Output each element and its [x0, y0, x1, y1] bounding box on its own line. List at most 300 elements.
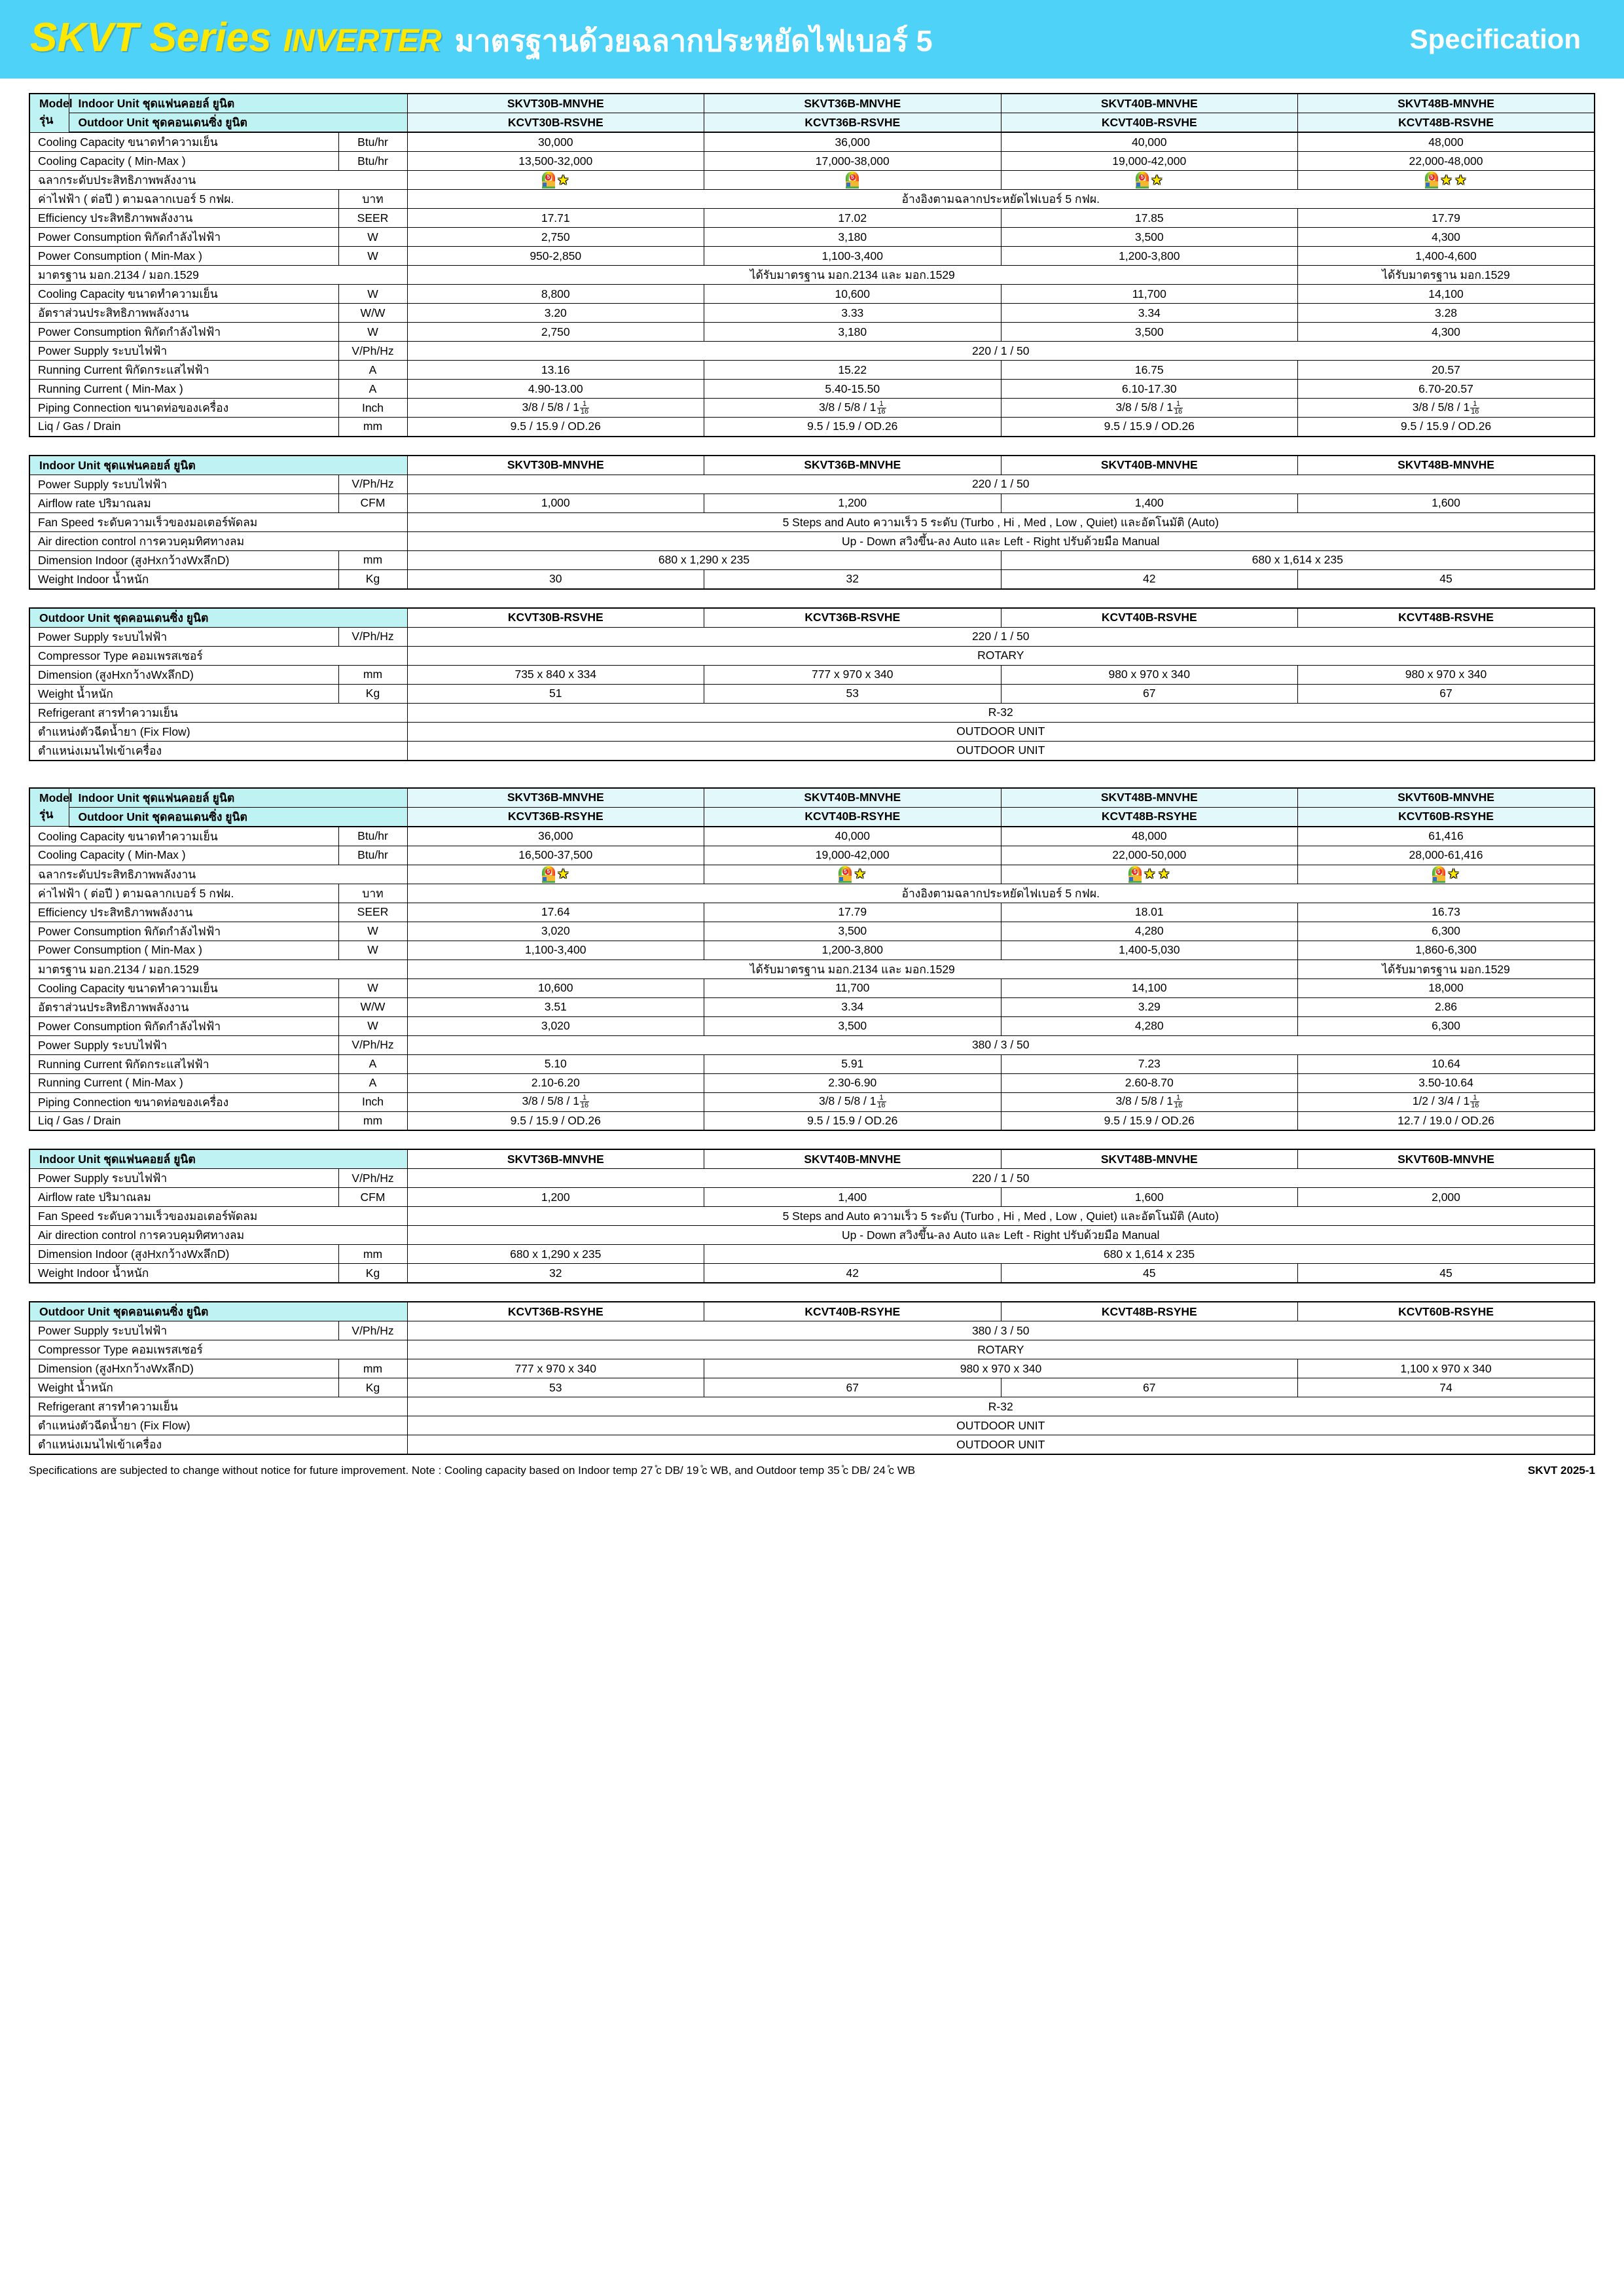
t2-indoor-model-3: SKVT48B-MNVHE: [1001, 788, 1298, 808]
star-icon: ★: [556, 867, 569, 882]
t1-efficiency-2: 17.02: [704, 209, 1001, 228]
t2-efficiency-1: 17.64: [407, 903, 704, 922]
unit-ww: W/W: [338, 304, 407, 323]
t1-dim-indoor-b: 680 x 1,614 x 235: [1001, 550, 1595, 569]
t1-airflow-1: 1,000: [407, 493, 704, 512]
table-row: [29, 228, 1595, 247]
table-row: [29, 1416, 1595, 1435]
t1-pc-minmax-3: 1,200-3,800: [1001, 247, 1298, 266]
table-row: [29, 493, 1595, 512]
t1-cc-w-3: 11,700: [1001, 285, 1298, 304]
unit-cfm: CFM: [338, 493, 407, 512]
row-label-fix-flow: ตำแหน่งตัวฉีดน้ำยา (Fix Flow): [29, 722, 407, 741]
page-footer: [0, 1455, 1624, 1477]
t1-eer-4: 3.28: [1298, 304, 1595, 323]
specification-label: Specification: [1409, 24, 1581, 54]
energy-label-badge: [412, 171, 700, 189]
unit-w: W: [338, 285, 407, 304]
table-row: [29, 1359, 1595, 1378]
table-row: [29, 323, 1595, 342]
t1-airflow-2: 1,200: [704, 493, 1001, 512]
row-label-fan-speed: Fan Speed ระดับความเร็วของมอเตอร์พัดลม: [29, 1207, 407, 1226]
fraction-sixteenth: $\frac{1}{16}$: [877, 399, 886, 416]
row-label-cooling-capacity: Cooling Capacity ขนาดทำความเย็น: [29, 132, 338, 152]
fraction-sixteenth: $\frac{1}{16}$: [1174, 399, 1183, 416]
t1-rc-3: 16.75: [1001, 361, 1298, 380]
table-row: [29, 1073, 1595, 1092]
table-row: [29, 1016, 1595, 1035]
energy-label-badge: [1005, 865, 1294, 884]
unit-vphhz: V/Ph/Hz: [338, 627, 407, 646]
t2-rc-minmax-3: 2.60-8.70: [1001, 1073, 1298, 1092]
piping-value: 3/8 / 5/8 / 1 $\frac{1}{16}$: [818, 399, 886, 416]
unit-vphhz: V/Ph/Hz: [338, 1035, 407, 1054]
t1-cooling-capacity-2: 36,000: [704, 132, 1001, 152]
table-row: [29, 684, 1595, 703]
t2-outdoor-model-1: KCVT36B-RSYHE: [407, 807, 704, 827]
t1-sec-outdoor-model-3: KCVT40B-RSVHE: [1001, 608, 1298, 628]
t2-efficiency-4: 16.73: [1298, 903, 1595, 922]
t1-airflow-4: 1,600: [1298, 493, 1595, 512]
t1-pc2-4: 4,300: [1298, 323, 1595, 342]
table-row: [29, 285, 1595, 304]
row-label-power-consumption: Power Consumption พิกัดกำลังไฟฟ้า: [29, 922, 338, 941]
t2-indoor-model-2: SKVT40B-MNVHE: [704, 788, 1001, 808]
t2-pc2-4: 6,300: [1298, 1016, 1595, 1035]
t2-energy-badge-1: [407, 865, 704, 884]
piping-value: 1/2 / 3/4 / 1 $\frac{1}{16}$: [1412, 1094, 1479, 1109]
t2-pc-minmax-3: 1,400-5,030: [1001, 941, 1298, 960]
unit-mm: mm: [338, 1111, 407, 1130]
t2-sec-outdoor-model-1: KCVT36B-RSYHE: [407, 1302, 704, 1321]
t1-cc-minmax-2: 17,000-38,000: [704, 152, 1001, 171]
table-row: [29, 456, 1595, 475]
table-row: [29, 399, 1595, 418]
energy-rating-icon: 5: [542, 866, 555, 883]
piping-value: 3/8 / 5/8 / 1 $\frac{1}{16}$: [522, 1094, 589, 1109]
banner-title: [30, 14, 933, 64]
table-row: [29, 190, 1595, 209]
table-row: [29, 1245, 1595, 1264]
t1-lgd-4: 9.5 / 15.9 / OD.26: [1298, 418, 1595, 437]
row-label-power-consumption-2: Power Consumption พิกัดกำลังไฟฟ้า: [29, 1016, 338, 1035]
t2-outdoor-model-3: KCVT48B-RSYHE: [1001, 807, 1298, 827]
t1-do-1: 735 x 840 x 334: [407, 665, 704, 684]
row-label-dim-indoor: Dimension Indoor (สูงHxกว้างWxลึกD): [29, 1245, 338, 1264]
model-header-label: Model รุ่น: [29, 94, 69, 132]
t2-sec-outdoor-model-4: KCVT60B-RSYHE: [1298, 1302, 1595, 1321]
t1-elec-cost-note: อ้างอิงตามฉลากประหยัดไฟเบอร์ 5 กฟผ.: [407, 190, 1595, 209]
unit-mm: mm: [338, 1359, 407, 1378]
row-label-compressor: Compressor Type คอมเพรสเซอร์: [29, 646, 407, 665]
t2-cooling-capacity-1: 36,000: [407, 827, 704, 846]
table-row: [29, 922, 1595, 941]
t1-cooling-capacity-3: 40,000: [1001, 132, 1298, 152]
outdoor-unit-header: Outdoor Unit ชุดคอนเดนซิ่ง ยูนิต: [69, 113, 407, 133]
row-label-airflow: Airflow rate ปริมาณลม: [29, 493, 338, 512]
unit-vphhz: V/Ph/Hz: [338, 475, 407, 493]
energy-label-badge: [1302, 171, 1590, 189]
table-row: [29, 846, 1595, 865]
row-label-standard: มาตรฐาน มอก.2134 / มอก.1529: [29, 266, 407, 285]
outdoor-unit-header-2: Outdoor Unit ชุดคอนเดนซิ่ง ยูนิต: [69, 807, 407, 827]
t1-outdoor-model-1: KCVT30B-RSVHE: [407, 113, 704, 133]
t2-piping-1: [407, 1092, 704, 1111]
row-label-electricity-cost: ค่าไฟฟ้า ( ต่อปี ) ตามฉลากเบอร์ 5 กฟผ.: [29, 190, 338, 209]
row-label-running-current: Running Current พิกัดกระแสไฟฟ้า: [29, 1054, 338, 1073]
energy-rating-icon: 5: [542, 171, 555, 188]
t2-pc-4: 6,300: [1298, 922, 1595, 941]
t2-cc-minmax-2: 19,000-42,000: [704, 846, 1001, 865]
fraction-sixteenth: $\frac{1}{16}$: [581, 399, 589, 416]
t1-cooling-capacity-1: 30,000: [407, 132, 704, 152]
t1-outdoor-power-supply: 220 / 1 / 50: [407, 627, 1595, 646]
t1-wo-2: 53: [704, 684, 1001, 703]
t1-standard-a: ได้รับมาตรฐาน มอก.2134 และ มอก.1529: [407, 266, 1298, 285]
fraction-sixteenth: $\frac{1}{16}$: [1471, 1094, 1479, 1109]
t2-fan-speed-value: 5 Steps and Auto ความเร็ว 5 ระดับ (Turbo , Hi , Med , Low , Quiet) และอัตโนมัติ (Auto): [407, 1207, 1595, 1226]
t1-rc-minmax-1: 4.90-13.00: [407, 380, 704, 399]
banner-inverter-label: INVERTER: [283, 24, 442, 58]
row-label-cooling-capacity: Cooling Capacity ขนาดทำความเย็น: [29, 827, 338, 846]
star-icon: ★: [1447, 867, 1460, 882]
unit-w: W: [338, 1016, 407, 1035]
unit-kg: Kg: [338, 1264, 407, 1283]
star-icon: ★: [1157, 867, 1170, 882]
piping-value: 3/8 / 5/8 / 1 $\frac{1}{16}$: [1412, 399, 1479, 416]
t1-do-2: 777 x 970 x 340: [704, 665, 1001, 684]
energy-label-badge: [412, 865, 700, 884]
t2-cooling-capacity-4: 61,416: [1298, 827, 1595, 846]
unit-vphhz: V/Ph/Hz: [338, 1169, 407, 1188]
t2-eer-3: 3.29: [1001, 997, 1298, 1016]
t1-cc-minmax-1: 13,500-32,000: [407, 152, 704, 171]
t2-sec-indoor-model-2: SKVT40B-MNVHE: [704, 1149, 1001, 1169]
table-row: [29, 380, 1595, 399]
table-row: [29, 418, 1595, 437]
row-label-cooling-capacity-minmax: Cooling Capacity ( Min-Max ): [29, 152, 338, 171]
unit-a: A: [338, 1054, 407, 1073]
t1-rc-2: 15.22: [704, 361, 1001, 380]
energy-rating-icon: 5: [1128, 866, 1142, 883]
unit-btuhr: Btu/hr: [338, 827, 407, 846]
t2-lgd-1: 9.5 / 15.9 / OD.26: [407, 1111, 704, 1130]
t2-wi-2: 42: [704, 1264, 1001, 1283]
table-row: [29, 1188, 1595, 1207]
t2-do-a: 777 x 970 x 340: [407, 1359, 704, 1378]
t1-piping-3: [1001, 399, 1298, 418]
t1-outdoor-model-4: KCVT48B-RSVHE: [1298, 113, 1595, 133]
banner-series-name: SKVT Series: [30, 15, 272, 60]
table-row: [29, 550, 1595, 569]
star-icon: ★: [556, 172, 569, 188]
t1-pc-minmax-4: 1,400-4,600: [1298, 247, 1595, 266]
t2-fix-flow-value: OUTDOOR UNIT: [407, 1416, 1595, 1435]
t2-pc-minmax-1: 1,100-3,400: [407, 941, 704, 960]
table-row: [29, 1092, 1595, 1111]
t2-rc-minmax-2: 2.30-6.90: [704, 1073, 1001, 1092]
unit-mm: mm: [338, 418, 407, 437]
t2-elec-cost-note: อ้างอิงตามฉลากประหยัดไฟเบอร์ 5 กฟผ.: [407, 884, 1595, 903]
unit-ww: W/W: [338, 997, 407, 1016]
table-row: [29, 266, 1595, 285]
t2-rc-1: 5.10: [407, 1054, 704, 1073]
row-label-running-current-minmax: Running Current ( Min-Max ): [29, 380, 338, 399]
t2-dim-indoor-b: 680 x 1,614 x 235: [704, 1245, 1595, 1264]
t2-pc2-1: 3,020: [407, 1016, 704, 1035]
t1-wo-1: 51: [407, 684, 704, 703]
table-row: [29, 152, 1595, 171]
t1-do-4: 980 x 970 x 340: [1298, 665, 1595, 684]
t2-cc-w-3: 14,100: [1001, 978, 1298, 997]
t2-standard-a: ได้รับมาตรฐาน มอก.2134 และ มอก.1529: [407, 960, 1298, 978]
star-icon: ★: [854, 867, 867, 882]
table-row: [29, 132, 1595, 152]
t2-sec-indoor-model-4: SKVT60B-MNVHE: [1298, 1149, 1595, 1169]
t2-cooling-capacity-3: 48,000: [1001, 827, 1298, 846]
t1-cc-minmax-4: 22,000-48,000: [1298, 152, 1595, 171]
t2-cc-minmax-4: 28,000-61,416: [1298, 846, 1595, 865]
banner-thai-subtitle: มาตรฐานด้วยฉลากประหยัดไฟเบอร์ 5: [454, 24, 933, 58]
row-label-running-current: Running Current พิกัดกระแสไฟฟ้า: [29, 361, 338, 380]
table-row: [29, 788, 1595, 808]
unit-vphhz: V/Ph/Hz: [338, 342, 407, 361]
row-label-power-consumption-minmax: Power Consumption ( Min-Max ): [29, 247, 338, 266]
t2-wi-3: 45: [1001, 1264, 1298, 1283]
table-row: [29, 884, 1595, 903]
t2-lgd-2: 9.5 / 15.9 / OD.26: [704, 1111, 1001, 1130]
unit-vphhz: V/Ph/Hz: [338, 1321, 407, 1340]
unit-btuhr: Btu/hr: [338, 152, 407, 171]
t1-main-power-value: OUTDOOR UNIT: [407, 741, 1595, 761]
row-label-weight-indoor: Weight Indoor น้ำหนัก: [29, 1264, 338, 1283]
t2-sec-indoor-model-1: SKVT36B-MNVHE: [407, 1149, 704, 1169]
t1-cc-w-1: 8,800: [407, 285, 704, 304]
t1-cc-w-4: 14,100: [1298, 285, 1595, 304]
table-row: [29, 1397, 1595, 1416]
row-label-liq-gas-drain: Liq / Gas / Drain: [29, 1111, 338, 1130]
t2-wo-3: 67: [1001, 1378, 1298, 1397]
row-label-fan-speed: Fan Speed ระดับความเร็วของมอเตอร์พัดลม: [29, 512, 407, 531]
t2-wi-1: 32: [407, 1264, 704, 1283]
t1-pc-minmax-2: 1,100-3,400: [704, 247, 1001, 266]
spec-table-1: [29, 93, 1595, 761]
t2-cc-w-2: 11,700: [704, 978, 1001, 997]
star-icon: ★: [1150, 172, 1163, 188]
unit-kg: Kg: [338, 1378, 407, 1397]
t1-pc-4: 4,300: [1298, 228, 1595, 247]
t2-do-c: 1,100 x 970 x 340: [1298, 1359, 1595, 1378]
row-label-cooling-capacity-w: Cooling Capacity ขนาดทำความเย็น: [29, 285, 338, 304]
unit-baht: บาท: [338, 190, 407, 209]
t1-sec-outdoor-model-2: KCVT36B-RSVHE: [704, 608, 1001, 628]
t1-piping-2: [704, 399, 1001, 418]
table-row: [29, 1435, 1595, 1455]
t1-energy-badge-3: [1001, 171, 1298, 190]
t1-sec-outdoor-model-4: KCVT48B-RSVHE: [1298, 608, 1595, 628]
energy-label-badge: [708, 171, 997, 189]
t1-indoor-power-supply: 220 / 1 / 50: [407, 475, 1595, 493]
footer-document-code: SKVT 2025-1: [1528, 1464, 1595, 1477]
table-row: [29, 941, 1595, 960]
table-row: [29, 608, 1595, 628]
row-label-cooling-capacity-minmax: Cooling Capacity ( Min-Max ): [29, 846, 338, 865]
table-row: [29, 361, 1595, 380]
t2-pc-minmax-2: 1,200-3,800: [704, 941, 1001, 960]
row-label-power-consumption-minmax: Power Consumption ( Min-Max ): [29, 941, 338, 960]
t2-pc2-2: 3,500: [704, 1016, 1001, 1035]
unit-mm: mm: [338, 665, 407, 684]
row-label-efficiency: Efficiency ประสิทธิภาพพลังงาน: [29, 209, 338, 228]
t1-indoor-model-2: SKVT36B-MNVHE: [704, 94, 1001, 113]
row-label-energy-label: ฉลากระดับประสิทธิภาพพลังงาน: [29, 865, 407, 884]
unit-w: W: [338, 922, 407, 941]
t2-energy-badge-2: [704, 865, 1001, 884]
unit-a: A: [338, 380, 407, 399]
t2-eer-4: 2.86: [1298, 997, 1595, 1016]
row-label-weight-outdoor: Weight น้ำหนัก: [29, 684, 338, 703]
t2-indoor-model-4: SKVT60B-MNVHE: [1298, 788, 1595, 808]
indoor-unit-header: Indoor Unit ชุดแฟนคอยล์ ยูนิต: [69, 94, 407, 113]
t2-refrigerant-value: R-32: [407, 1397, 1595, 1416]
row-label-outdoor-power-supply: Power Supply ระบบไฟฟ้า: [29, 627, 338, 646]
t2-energy-badge-3: [1001, 865, 1298, 884]
t2-dim-indoor-a: 680 x 1,290 x 235: [407, 1245, 704, 1264]
t1-lgd-2: 9.5 / 15.9 / OD.26: [704, 418, 1001, 437]
table-row: [29, 512, 1595, 531]
t1-wi-3: 42: [1001, 569, 1298, 589]
table-row: [29, 865, 1595, 884]
t2-cooling-capacity-2: 40,000: [704, 827, 1001, 846]
row-label-cooling-capacity-w: Cooling Capacity ขนาดทำความเย็น: [29, 978, 338, 997]
spec-table-2: [29, 787, 1595, 1456]
row-label-piping-connection: Piping Connection ขนาดท่อของเครื่อง: [29, 399, 338, 418]
t1-power-supply: 220 / 1 / 50: [407, 342, 1595, 361]
t1-energy-badge-1: [407, 171, 704, 190]
t2-piping-2: [704, 1092, 1001, 1111]
t2-wo-4: 74: [1298, 1378, 1595, 1397]
t1-pc-1: 2,750: [407, 228, 704, 247]
t1-compressor-value: ROTARY: [407, 646, 1595, 665]
t2-sec-outdoor-model-2: KCVT40B-RSYHE: [704, 1302, 1001, 1321]
row-label-eer-ratio: อัตราส่วนประสิทธิภาพพลังงาน: [29, 997, 338, 1016]
t1-pc2-3: 3,500: [1001, 323, 1298, 342]
table-row: [29, 903, 1595, 922]
unit-w: W: [338, 228, 407, 247]
t1-efficiency-4: 17.79: [1298, 209, 1595, 228]
t2-cc-w-1: 10,600: [407, 978, 704, 997]
t1-indoor-model-1: SKVT30B-MNVHE: [407, 94, 704, 113]
unit-baht: บาท: [338, 884, 407, 903]
table-row: [29, 1321, 1595, 1340]
t1-rc-1: 13.16: [407, 361, 704, 380]
row-label-power-supply: Power Supply ระบบไฟฟ้า: [29, 342, 338, 361]
table-row: [29, 827, 1595, 846]
row-label-liq-gas-drain: Liq / Gas / Drain: [29, 418, 338, 437]
t1-eer-1: 3.20: [407, 304, 704, 323]
unit-kg: Kg: [338, 684, 407, 703]
t2-pc2-3: 4,280: [1001, 1016, 1298, 1035]
fraction-sixteenth: $\frac{1}{16}$: [581, 1094, 589, 1109]
table-row: [29, 627, 1595, 646]
t1-efficiency-1: 17.71: [407, 209, 704, 228]
t1-pc2-1: 2,750: [407, 323, 704, 342]
energy-rating-icon: 5: [1136, 171, 1149, 188]
t1-pc2-2: 3,180: [704, 323, 1001, 342]
unit-cfm: CFM: [338, 1188, 407, 1207]
footer-disclaimer: Specifications are subjected to change without notice for future improvement. Note : Cooling capacity based on Indoor temp 27 ̊c DB/ 19 ̊c WB, and Outdoor temp 35 ̊c DB/ 24 ̊c WB: [29, 1464, 916, 1477]
t2-cc-minmax-1: 16,500-37,500: [407, 846, 704, 865]
table-row: [29, 1378, 1595, 1397]
row-label-power-consumption: Power Consumption พิกัดกำลังไฟฟ้า: [29, 228, 338, 247]
row-label-compressor: Compressor Type คอมเพรสเซอร์: [29, 1340, 407, 1359]
t1-outdoor-section-title: Outdoor Unit ชุดคอนเดนซิ่ง ยูนิต: [29, 608, 407, 628]
row-label-outdoor-power-supply: Power Supply ระบบไฟฟ้า: [29, 1321, 338, 1340]
table-row: [29, 531, 1595, 550]
table-row: [29, 247, 1595, 266]
t2-airflow-3: 1,600: [1001, 1188, 1298, 1207]
table-row: [29, 807, 1595, 827]
t2-lgd-4: 12.7 / 19.0 / OD.26: [1298, 1111, 1595, 1130]
t1-wi-2: 32: [704, 569, 1001, 589]
t2-pc-minmax-4: 1,860-6,300: [1298, 941, 1595, 960]
t1-cc-w-2: 10,600: [704, 285, 1001, 304]
row-label-indoor-power-supply: Power Supply ระบบไฟฟ้า: [29, 1169, 338, 1188]
unit-btuhr: Btu/hr: [338, 846, 407, 865]
row-label-energy-label: ฉลากระดับประสิทธิภาพพลังงาน: [29, 171, 407, 190]
t2-indoor-model-1: SKVT36B-MNVHE: [407, 788, 704, 808]
energy-rating-icon: 5: [1425, 171, 1438, 188]
t1-eer-3: 3.34: [1001, 304, 1298, 323]
t2-energy-badge-4: [1298, 865, 1595, 884]
unit-inch: Inch: [338, 1092, 407, 1111]
t1-sec-outdoor-model-1: KCVT30B-RSVHE: [407, 608, 704, 628]
energy-rating-icon: 5: [846, 171, 859, 188]
t2-cc-w-4: 18,000: [1298, 978, 1595, 997]
t2-wo-1: 53: [407, 1378, 704, 1397]
row-label-refrigerant: Refrigerant สารทำความเย็น: [29, 1397, 407, 1416]
row-label-dim-indoor: Dimension Indoor (สูงHxกว้างWxลึกD): [29, 550, 338, 569]
fraction-sixteenth: $\frac{1}{16}$: [1174, 1094, 1183, 1109]
t2-eer-1: 3.51: [407, 997, 704, 1016]
t2-outdoor-model-4: KCVT60B-RSYHE: [1298, 807, 1595, 827]
table-row: [29, 1149, 1595, 1169]
indoor-unit-header-2: Indoor Unit ชุดแฟนคอยล์ ยูนิต: [69, 788, 407, 808]
row-label-main-power-pos: ตำแหน่งเมนไฟเข้าเครื่อง: [29, 741, 407, 761]
t1-sec-indoor-model-4: SKVT48B-MNVHE: [1298, 456, 1595, 475]
row-label-standard: มาตรฐาน มอก.2134 / มอก.1529: [29, 960, 407, 978]
t1-pc-3: 3,500: [1001, 228, 1298, 247]
table-row: [29, 209, 1595, 228]
energy-label-badge: [1302, 865, 1590, 884]
unit-mm: mm: [338, 1245, 407, 1264]
t2-rc-minmax-1: 2.10-6.20: [407, 1073, 704, 1092]
row-label-weight-outdoor: Weight น้ำหนัก: [29, 1378, 338, 1397]
t2-wi-4: 45: [1298, 1264, 1595, 1283]
row-label-piping-connection: Piping Connection ขนาดท่อของเครื่อง: [29, 1092, 338, 1111]
fraction-sixteenth: $\frac{1}{16}$: [877, 1094, 886, 1109]
row-label-weight-indoor: Weight Indoor น้ำหนัก: [29, 569, 338, 589]
t2-outdoor-power-supply: 380 / 3 / 50: [407, 1321, 1595, 1340]
t1-rc-minmax-2: 5.40-15.50: [704, 380, 1001, 399]
t2-sec-indoor-model-3: SKVT48B-MNVHE: [1001, 1149, 1298, 1169]
t1-sec-indoor-model-3: SKVT40B-MNVHE: [1001, 456, 1298, 475]
t2-power-supply: 380 / 3 / 50: [407, 1035, 1595, 1054]
energy-label-badge: [1005, 171, 1294, 189]
t1-eer-2: 3.33: [704, 304, 1001, 323]
t1-efficiency-3: 17.85: [1001, 209, 1298, 228]
table-row: [29, 1207, 1595, 1226]
